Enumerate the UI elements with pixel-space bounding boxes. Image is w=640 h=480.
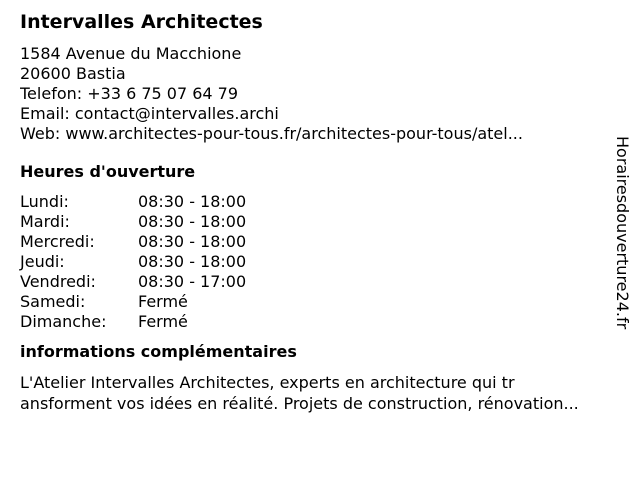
phone-line: Telefon: +33 6 75 07 64 79 bbox=[20, 84, 239, 103]
hours-row bbox=[20, 312, 610, 332]
hours-day: Lundi: bbox=[20, 192, 69, 211]
info-line: ansforment vos idées en réalité. Projets de construction, rénovation... bbox=[20, 394, 579, 413]
hours-time: 08:30 - 17:00 bbox=[138, 272, 247, 291]
hours-time: 08:30 - 18:00 bbox=[138, 192, 247, 211]
web-line: Web: www.architectes-pour-tous.fr/architectes-pour-tous/atel... bbox=[20, 124, 523, 143]
hours-time: 08:30 - 18:00 bbox=[138, 232, 247, 251]
address-street: 1584 Avenue du Macchione bbox=[20, 44, 242, 63]
hours-day: Samedi: bbox=[20, 292, 86, 311]
hours-row bbox=[20, 212, 610, 232]
info-heading: informations complémentaires bbox=[20, 342, 297, 361]
site-watermark: Horairesdouverture24.fr bbox=[613, 136, 632, 330]
hours-time: Fermé bbox=[138, 312, 188, 331]
email-line: Email: contact@intervalles.archi bbox=[20, 104, 279, 123]
info-line: L'Atelier Intervalles Architectes, experts en architecture qui tr bbox=[20, 373, 515, 392]
hours-row bbox=[20, 232, 610, 252]
hours-time: Fermé bbox=[138, 292, 188, 311]
hours-time: 08:30 - 18:00 bbox=[138, 252, 247, 271]
hours-row bbox=[20, 292, 610, 312]
hours-day: Mercredi: bbox=[20, 232, 95, 251]
hours-day: Vendredi: bbox=[20, 272, 96, 291]
hours-day: Jeudi: bbox=[20, 252, 65, 271]
hours-heading: Heures d'ouverture bbox=[20, 162, 196, 181]
business-name: Intervalles Architectes bbox=[20, 11, 263, 33]
hours-row bbox=[20, 192, 610, 212]
hours-time: 08:30 - 18:00 bbox=[138, 212, 247, 231]
address-city: 20600 Bastia bbox=[20, 64, 126, 83]
hours-row bbox=[20, 272, 610, 292]
hours-day: Dimanche: bbox=[20, 312, 107, 331]
hours-row bbox=[20, 252, 610, 272]
info-description bbox=[20, 372, 630, 414]
hours-table bbox=[20, 192, 610, 332]
business-card bbox=[20, 8, 610, 414]
hours-day: Mardi: bbox=[20, 212, 70, 231]
